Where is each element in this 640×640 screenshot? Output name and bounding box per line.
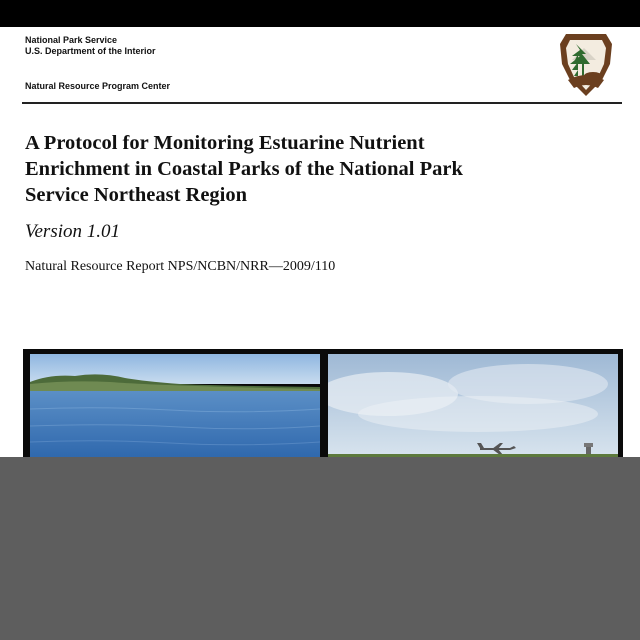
nps-arrowhead-icon	[556, 30, 616, 98]
document-version: Version 1.01	[25, 221, 120, 242]
report-number: Natural Resource Report NPS/NCBN/NRR—2009/110	[25, 259, 336, 274]
title-line: Service Northeast Region	[25, 184, 248, 206]
department-name: U.S. Department of the Interior	[25, 46, 156, 56]
document-title	[25, 130, 585, 208]
airport-photo	[328, 354, 618, 458]
header-divider	[22, 102, 622, 104]
top-black-bar	[0, 0, 640, 27]
program-center: Natural Resource Program Center	[25, 81, 171, 91]
agency-name: National Park Service	[25, 35, 118, 45]
title-line: A Protocol for Monitoring Estuarine Nutrient	[25, 132, 425, 154]
estuary-photo	[30, 354, 320, 458]
agency-block	[25, 35, 156, 57]
title-line: Enrichment in Coastal Parks of the National Park	[25, 158, 463, 180]
overlay-band	[0, 457, 640, 640]
